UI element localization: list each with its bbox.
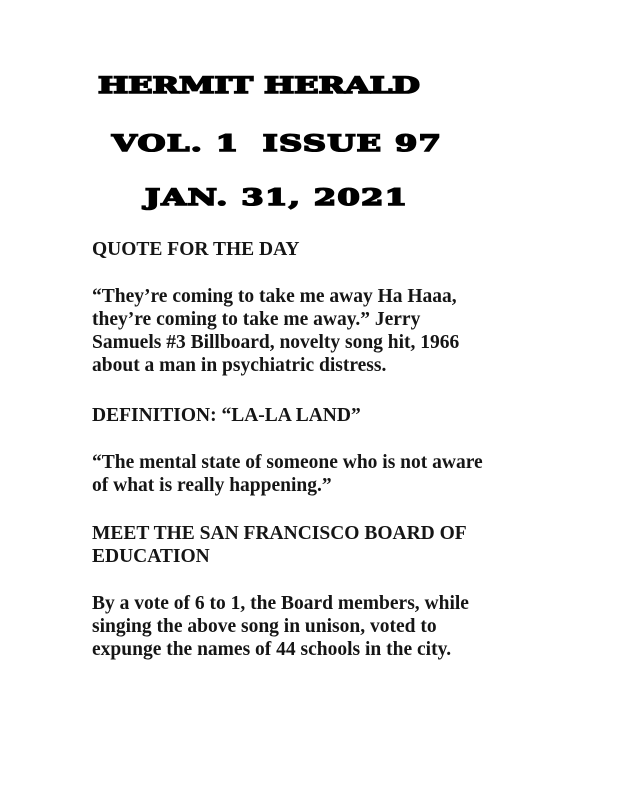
masthead-date: JAN. 31, 2021 [145, 185, 409, 211]
quote-line: Samuels #3 Billboard, novelty song hit, 1966 [92, 332, 460, 353]
board-heading-line: EDUCATION [92, 546, 210, 567]
definition-heading: DEFINITION: “LA-LA LAND” [92, 405, 361, 426]
board-heading [92, 522, 552, 568]
definition-body [92, 451, 552, 497]
board-heading-line: MEET THE SAN FRANCISCO BOARD OF [92, 523, 467, 544]
quote-line: about a man in psychiatric distress. [92, 355, 387, 376]
quote-heading: QUOTE FOR THE DAY [92, 239, 300, 260]
board-line: singing the above song in unison, voted to [92, 616, 437, 637]
quote-body [92, 285, 552, 377]
definition-line: “The mental state of someone who is not aware [92, 452, 483, 473]
quote-line: “They’re coming to take me away Ha Haaa, [92, 286, 457, 307]
definition-line: of what is really happening.” [92, 475, 332, 496]
issue-label: ISSUE 97 [262, 131, 443, 157]
board-line: expunge the names of 44 schools in the city. [92, 639, 452, 660]
quote-line: they’re coming to take me away.” Jerry [92, 309, 421, 330]
board-line: By a vote of 6 to 1, the Board members, while [92, 593, 469, 614]
masthead-volume-issue [112, 130, 618, 158]
masthead-title: HERMIT HERALD [98, 73, 420, 99]
volume-label: VOL. 1 [112, 131, 240, 157]
board-body [92, 592, 552, 661]
